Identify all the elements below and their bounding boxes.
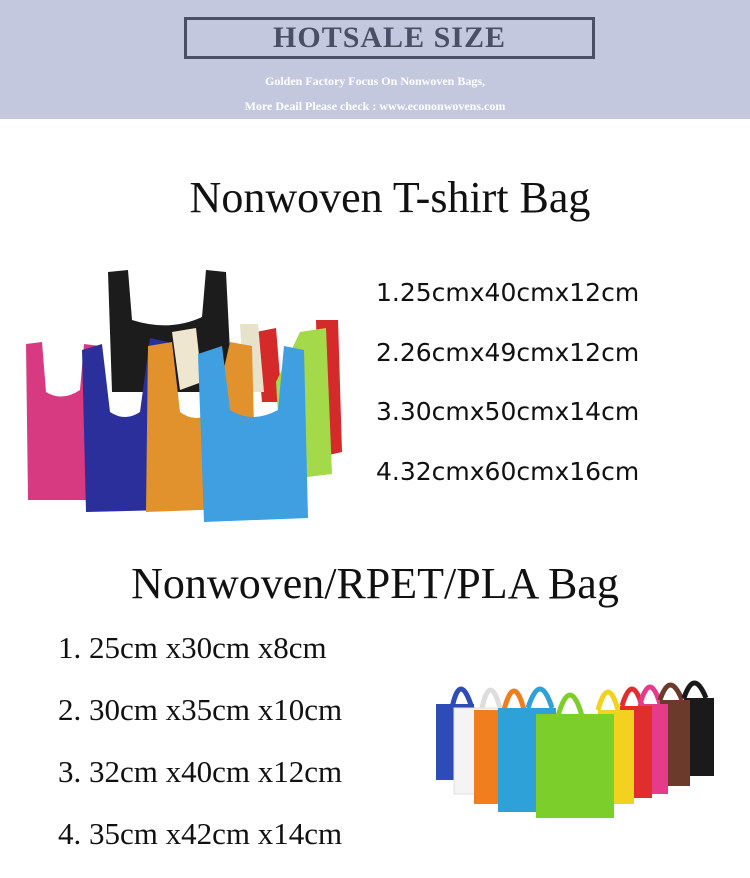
tshirt-bags-photo: [20, 262, 360, 522]
list-item: 3. 32cm x40cm x12cm: [58, 754, 343, 789]
list-item: 1.25cmx40cmx12cm: [376, 278, 640, 307]
list-item: 4.32cmx60cmx16cm: [376, 456, 640, 486]
header-subtitle-line1: Golden Factory Focus On Nonwoven Bags,: [264, 74, 485, 88]
tshirt-bag-size-list: [376, 278, 639, 516]
hotsale-title-box: [184, 17, 595, 59]
list-item: 4. 35cm x42cm x14cm: [58, 816, 343, 851]
list-item: 2.26cmx49cmx12cm: [376, 337, 640, 367]
section-title-tshirt-bag: Nonwoven T-shirt Bag: [189, 173, 591, 222]
section-title-rpet-bag: Nonwoven/RPET/PLA Bag: [131, 559, 619, 608]
header-banner: [0, 0, 750, 119]
hotsale-title: HOTSALE SIZE: [273, 21, 506, 54]
rpet-bag-size-list: [58, 630, 342, 878]
header-subtitle-line2: More Deail Please check : www.econonwovens.com: [244, 99, 506, 113]
list-item: 2. 30cm x35cm x10cm: [58, 692, 343, 727]
tote-bags-photo: [432, 668, 722, 820]
list-item: 1. 25cm x30cm x8cm: [58, 630, 327, 665]
list-item: 3.30cmx50cmx14cm: [376, 397, 640, 426]
